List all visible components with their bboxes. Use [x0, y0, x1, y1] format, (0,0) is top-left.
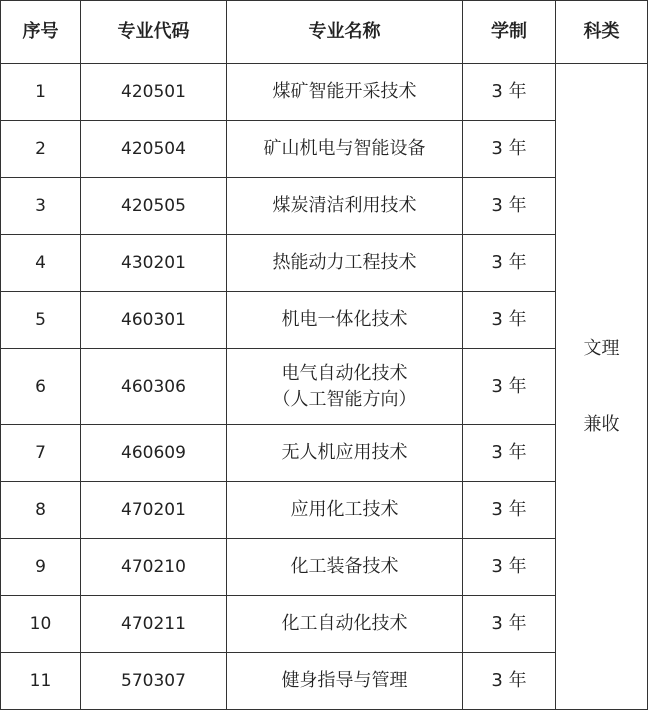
- row-name-line: 无人机应用技术: [281, 442, 408, 463]
- row-code: 470210: [81, 539, 227, 596]
- table-row: [1, 425, 648, 482]
- row-name: [227, 178, 463, 235]
- row-index: 3: [1, 178, 81, 235]
- row-name-line: 应用化工技术: [290, 499, 399, 520]
- header-duration: 学制: [463, 1, 556, 64]
- row-index: 10: [1, 596, 81, 653]
- row-duration: 3 年: [463, 653, 556, 710]
- row-duration: 3 年: [463, 178, 556, 235]
- row-name-line: 化工装备技术: [290, 556, 399, 577]
- row-code: 420501: [81, 64, 227, 121]
- table-row: [1, 596, 648, 653]
- row-name-line: 热能动力工程技术: [272, 252, 417, 273]
- table-row: [1, 292, 648, 349]
- header-category: 科类: [556, 1, 648, 64]
- row-name: [227, 121, 463, 178]
- table-row: [1, 482, 648, 539]
- row-duration: 3 年: [463, 539, 556, 596]
- row-name: [227, 425, 463, 482]
- category-cell: [556, 64, 648, 710]
- row-index: 8: [1, 482, 81, 539]
- row-index: 2: [1, 121, 81, 178]
- row-duration: 3 年: [463, 292, 556, 349]
- row-index: 4: [1, 235, 81, 292]
- row-duration: 3 年: [463, 482, 556, 539]
- header-row: [1, 1, 648, 64]
- row-name-line: 健身指导与管理: [281, 670, 408, 691]
- row-code: 420504: [81, 121, 227, 178]
- row-duration: 3 年: [463, 121, 556, 178]
- row-duration: 3 年: [463, 425, 556, 482]
- header-name: 专业名称: [227, 1, 463, 64]
- row-index: 1: [1, 64, 81, 121]
- row-code: 570307: [81, 653, 227, 710]
- row-index: 6: [1, 349, 81, 425]
- row-code: 430201: [81, 235, 227, 292]
- row-name: [227, 539, 463, 596]
- header-index: 序号: [1, 1, 81, 64]
- row-duration: 3 年: [463, 235, 556, 292]
- row-duration: 3 年: [463, 64, 556, 121]
- row-code: 460609: [81, 425, 227, 482]
- table-row: [1, 539, 648, 596]
- row-duration: 3 年: [463, 349, 556, 425]
- row-code: 470211: [81, 596, 227, 653]
- table-row: [1, 178, 648, 235]
- table-body: [1, 64, 648, 710]
- table-row: [1, 235, 648, 292]
- row-name-line: 化工自动化技术: [281, 613, 408, 634]
- row-name: [227, 653, 463, 710]
- row-code: 460306: [81, 349, 227, 425]
- row-name-line: 煤矿智能开采技术: [272, 81, 417, 102]
- row-code: 460301: [81, 292, 227, 349]
- row-index: 11: [1, 653, 81, 710]
- row-index: 9: [1, 539, 81, 596]
- row-name: [227, 292, 463, 349]
- row-name: [227, 482, 463, 539]
- row-name-line: 矿山机电与智能设备: [263, 138, 426, 159]
- row-index: 5: [1, 292, 81, 349]
- row-name-line: （人工智能方向）: [272, 388, 417, 410]
- row-name: [227, 349, 463, 425]
- table-row: [1, 653, 648, 710]
- row-name-line: 机电一体化技术: [281, 309, 408, 330]
- row-index: 7: [1, 425, 81, 482]
- row-name-line: 电气自动化技术: [281, 362, 408, 384]
- category-line: 兼收: [583, 413, 620, 435]
- row-name: [227, 235, 463, 292]
- row-name: [227, 596, 463, 653]
- row-code: 420505: [81, 178, 227, 235]
- category-line: 文理: [583, 337, 620, 359]
- row-code: 470201: [81, 482, 227, 539]
- row-name-line: 煤炭清洁利用技术: [272, 195, 417, 216]
- row-name: [227, 64, 463, 121]
- row-duration: 3 年: [463, 596, 556, 653]
- table-row: [1, 121, 648, 178]
- table-row: [1, 349, 648, 425]
- table-row: [1, 64, 648, 121]
- header-code: 专业代码: [81, 1, 227, 64]
